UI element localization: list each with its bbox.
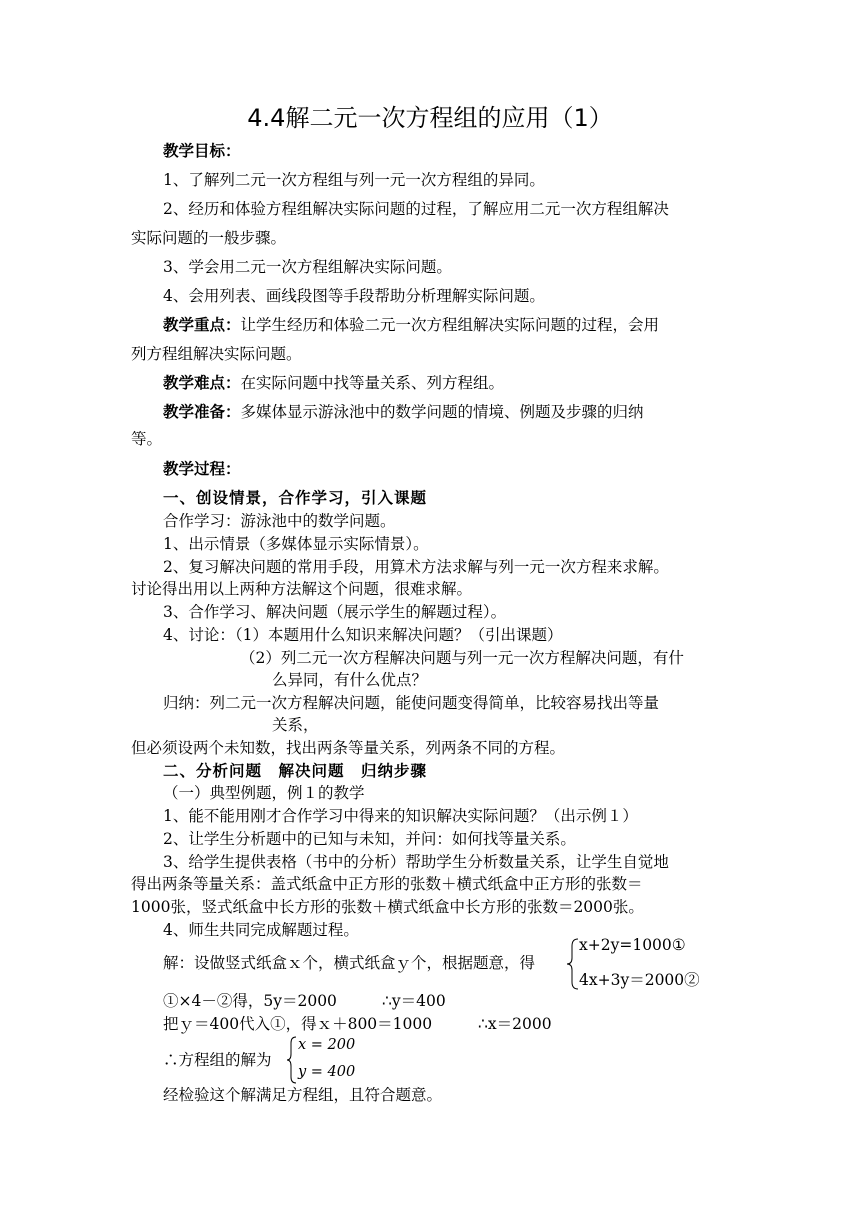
preparation [163, 401, 644, 423]
key-point-text: 让学生经历和体验二元一次方程组解决实际问题的过程，会用 [240, 316, 660, 334]
section1-line: 但必须设两个未知数，找出两条等量关系，列两条不同的方程。 [131, 739, 566, 757]
process-heading: 教学过程： [163, 459, 241, 478]
difficulty-text: 在实际问题中找等量关系、列方程组。 [240, 374, 505, 392]
equation-2: 4x+3y＝2000② [579, 971, 700, 989]
preparation-label: 教学准备： [163, 402, 241, 421]
section2-line: 2、让学生分析题中的已知与未知，并问：如何找等量关系。 [163, 830, 576, 848]
preparation-text-cont: 等。 [131, 430, 163, 448]
solution-check: 经检验这个解满足方程组，且符合题意。 [163, 1086, 443, 1104]
section2-line: （一）典型例题，例１的教学 [163, 784, 365, 802]
result-x: x = 200 [298, 1037, 356, 1053]
key-point-text-cont: 列方程组解决实际问题。 [131, 345, 302, 363]
section1-heading: 一、创设情景，合作学习，引入课题 [163, 488, 428, 507]
equation-1: x+2y=1000① [579, 936, 686, 954]
section2-line: 得出两条等量关系：盖式纸盒中正方形的张数＋横式纸盒中正方形的张数＝ [131, 875, 643, 893]
solution-step: ∴y＝400 [382, 992, 446, 1010]
section1-line: 关系， [272, 716, 319, 734]
difficulty-label: 教学难点： [163, 373, 241, 392]
section1-line: 讨论得出用以上两种方法解这个问题，很难求解。 [131, 580, 473, 598]
objective-item: 3、学会用二元一次方程组解决实际问题。 [163, 258, 452, 276]
section1-line: 1、出示情景（多媒体显示实际情景）。 [163, 535, 429, 553]
section2-line: 1000张，竖式纸盒中长方形的张数＋横式纸盒中长方形的张数＝2000张。 [131, 898, 644, 916]
key-point-label: 教学重点： [163, 315, 241, 334]
section2-line: 4、师生共同完成解题过程。 [163, 921, 359, 939]
result-label: ∴方程组的解为 [163, 1051, 272, 1069]
result-brace-icon [286, 1036, 298, 1084]
section1-line: 2、复习解决问题的常用手段，用算术方法求解与列一元一次方程来求解。 [163, 558, 669, 576]
objective-item: 实际问题的一般步骤。 [131, 229, 287, 247]
solution-step: 把ｙ＝400代入①，得ｘ＋800＝1000 [163, 1015, 433, 1033]
document-title: 4.4解二元一次方程组的应用（1） [247, 104, 613, 132]
system-brace-icon [566, 938, 580, 990]
difficulty [163, 372, 504, 394]
key-point [163, 314, 659, 336]
solution-setup: 解：设做竖式纸盒ｘ个，横式纸盒ｙ个，根据题意，得 [163, 954, 536, 972]
preparation-text: 多媒体显示游泳池中的数学问题的情境、例题及步骤的归纳 [240, 403, 644, 421]
section1-line: 4、讨论：（1）本题用什么知识来解决问题？（引出课题） [163, 626, 563, 644]
section1-line: 3、合作学习、解决问题（展示学生的解题过程）。 [163, 603, 507, 621]
section2-heading: 二、分析问题 解决问题 归纳步骤 [163, 761, 428, 780]
section2-line: 1、能不能用刚才合作学习中得来的知识解决实际问题？（出示例１） [163, 807, 638, 825]
result-y: y = 400 [298, 1064, 356, 1080]
objective-item: 2、经历和体验方程组解决实际问题的过程，了解应用二元一次方程组解决 [163, 200, 669, 218]
solution-step: ①×4－②得，5y＝2000 [163, 992, 337, 1010]
solution-step: ∴x＝2000 [478, 1015, 552, 1033]
section2-line: 3、给学生提供表格（书中的分析）帮助学生分析数量关系，让学生自觉地 [163, 853, 669, 871]
section1-line: 么异同，有什么优点？ [272, 671, 428, 689]
objective-item: 1、了解列二元一次方程组与列一元一次方程组的异同。 [163, 171, 545, 189]
section1-line: （2）列二元一次方程解决问题与列一元一次方程解决问题，有什 [240, 649, 684, 667]
objective-item: 4、会用列表、画线段图等手段帮助分析理解实际问题。 [163, 287, 545, 305]
objectives-heading: 教学目标： [163, 141, 241, 160]
section1-line: 合作学习：游泳池中的数学问题。 [163, 512, 396, 530]
section1-line: 归纳：列二元一次方程解决问题，能使问题变得简单，比较容易找出等量 [163, 694, 660, 712]
